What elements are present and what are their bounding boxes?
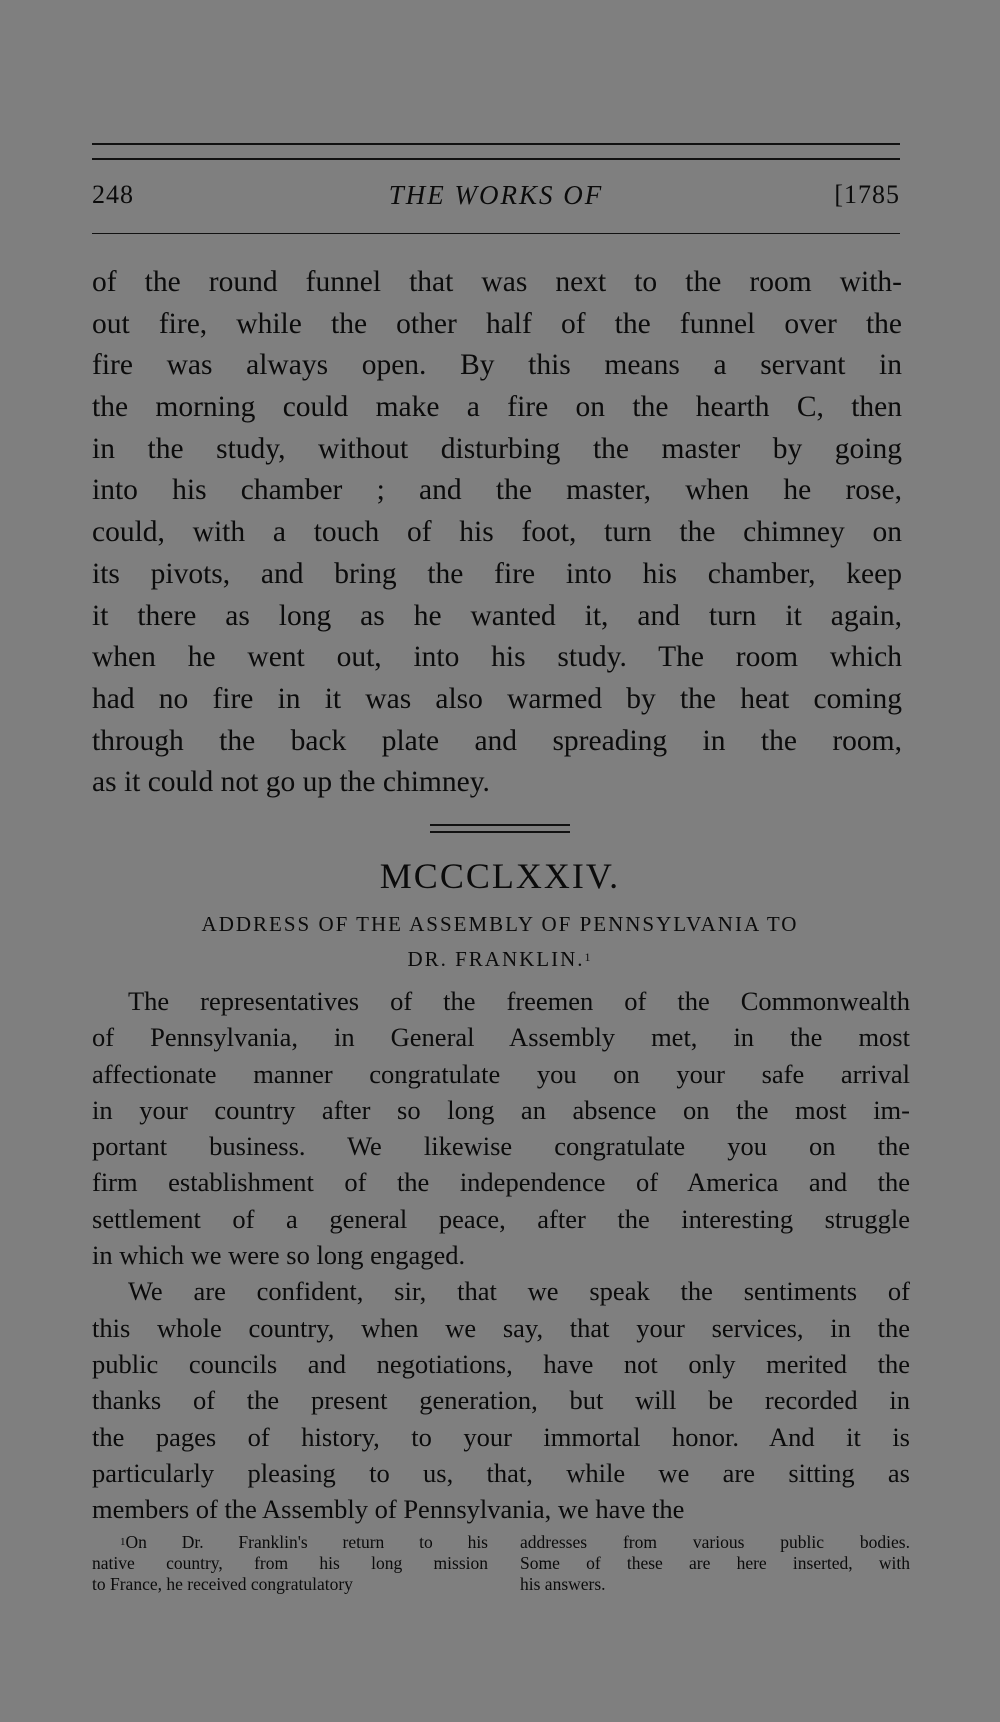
text-line: in your country after so long an absence on the most im- <box>92 1094 910 1125</box>
footnote-line: addresses from various public bodies. <box>520 1532 910 1552</box>
footnote-line: Some of these are here inserted, with <box>520 1553 910 1573</box>
section-separator-top <box>430 824 570 826</box>
running-head <box>92 180 900 220</box>
section-heading-line1: ADDRESS OF THE ASSEMBLY OF PENNSYLVANIA TO <box>201 912 799 936</box>
footnote-line: to France, he received congratulatory <box>92 1574 353 1594</box>
footnote-reference[interactable]: 1 <box>584 950 593 964</box>
text-line: affectionate manner congratulate you on your safe arrival <box>92 1058 910 1089</box>
text-line: portant business. We likewise congratulate you on the <box>92 1131 910 1162</box>
footnote-line: his answers. <box>520 1574 606 1594</box>
address-paragraph-1 <box>92 983 910 1273</box>
footnote-column-right <box>520 1532 910 1595</box>
text-line: particularly pleasing to us, that, while we are sitting as <box>92 1457 910 1488</box>
text-line: settlement of a general peace, after the interesting struggle <box>92 1203 910 1234</box>
footnote-line-text: On Dr. Franklin's return to his <box>125 1532 488 1552</box>
text-line: The representatives of the freemen of the Commonwealth <box>128 986 910 1016</box>
text-line: public councils and negotiations, have not only merited the <box>92 1348 910 1379</box>
text-line: firm establishment of the independence of America and the <box>92 1167 910 1198</box>
top-rule-second <box>92 158 900 160</box>
top-rule <box>92 143 900 145</box>
section-heading-line2 <box>130 942 870 977</box>
text-line: We are confident, sir, that we speak the sentiments of <box>128 1276 910 1307</box>
text-line: its pivots, and bring the fire into his chamber, keep <box>92 557 902 590</box>
text-line: into his chamber ; and the master, when he rose, <box>92 474 902 507</box>
footnote-mark: 1 <box>120 1536 126 1548</box>
text-line: as it could not go up the chimney. <box>92 766 490 799</box>
body-paragraph <box>92 262 902 804</box>
section-heading-name: DR. FRANKLIN. <box>407 947 585 971</box>
text-line: of the round funnel that was next to the room with- <box>92 266 902 298</box>
text-line: out fire, while the other half of the funnel over the <box>92 307 902 340</box>
text-line: it there as long as he wanted it, and turn it again, <box>92 599 902 632</box>
text-line: of Pennsylvania, in General Assembly met, in the most <box>92 1022 910 1053</box>
text-line: members of the Assembly of Pennsylvania, we have the <box>92 1494 685 1525</box>
section-number: MCCCLXXIV. <box>379 856 621 896</box>
text-line: fire was always open. By this means a servant in <box>92 349 902 382</box>
footnote <box>92 1532 910 1612</box>
running-title: THE WORKS OF <box>388 180 604 210</box>
text-line: thanks of the present generation, but will be recorded in <box>92 1385 910 1416</box>
section-separator-bottom <box>430 831 570 833</box>
text-line: could, with a touch of his foot, turn the chimney on <box>92 516 902 549</box>
text-line: through the back plate and spreading in the room, <box>92 724 902 757</box>
footnote-column-left <box>92 1532 488 1595</box>
text-line: had no fire in it was also warmed by the heat coming <box>92 682 902 715</box>
page-number: 248 <box>92 180 134 209</box>
text-line: the morning could make a fire on the hearth C, then <box>92 391 902 424</box>
address-paragraph-2 <box>92 1273 910 1527</box>
footnote-line: native country, from his long mission <box>92 1553 488 1573</box>
text-line: in the study, without disturbing the master by going <box>92 432 902 465</box>
text-line: when he went out, into his study. The room which <box>92 641 902 674</box>
text-line: the pages of history, to your immortal honor. And it is <box>92 1421 910 1452</box>
text-line: in which we were so long engaged. <box>92 1240 466 1271</box>
address-text <box>92 983 910 1527</box>
section-heading <box>130 907 870 977</box>
footnote-line <box>92 1532 488 1553</box>
text-line: this whole country, when we say, that your services, in the <box>92 1312 910 1343</box>
running-year: [1785 <box>834 180 900 209</box>
running-head-underline <box>92 233 900 234</box>
